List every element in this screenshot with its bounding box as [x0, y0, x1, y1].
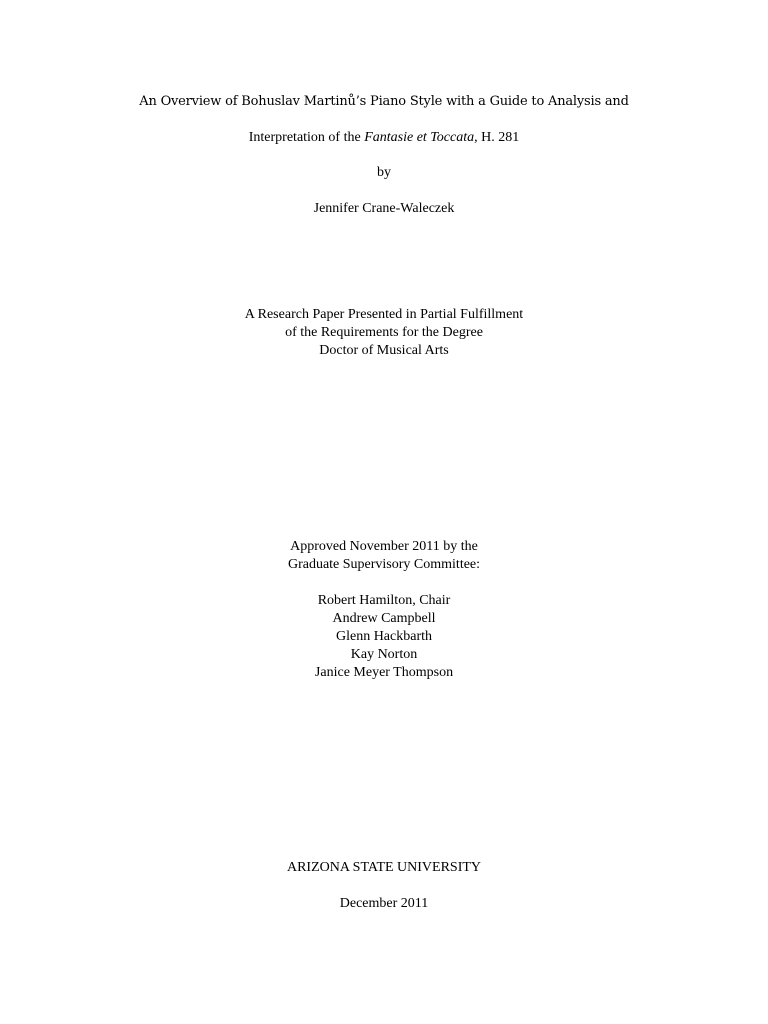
committee-member: Robert Hamilton, Chair	[317, 593, 451, 608]
degree-statement-line: Doctor of Musical Arts	[319, 343, 449, 358]
degree-statement	[0, 306, 768, 360]
committee-member: Kay Norton	[350, 647, 418, 662]
work-title: Fantasie et Toccata	[364, 130, 475, 145]
submission-date: December 2011	[339, 896, 429, 911]
degree-statement-line: of the Requirements for the Degree	[285, 325, 483, 340]
title-line-1: An Overview of Bohuslav Martinů’s Piano Style with a Guide to Analysis and	[139, 94, 629, 109]
title-line-2-prefix: Interpretation of the	[248, 130, 365, 145]
institution-name: ARIZONA STATE UNIVERSITY	[286, 860, 482, 875]
committee-member: Glenn Hackbarth	[335, 629, 433, 644]
committee-member: Janice Meyer Thompson	[314, 665, 454, 680]
committee-member: Andrew Campbell	[332, 611, 436, 626]
committee-list	[0, 592, 768, 682]
by-label: by	[377, 165, 391, 180]
title-line-2-suffix: , H. 281	[474, 130, 520, 145]
author-name: Jennifer Crane-Waleczek	[313, 201, 455, 216]
approval-line: Approved November 2011 by the	[290, 539, 478, 554]
title-line-2	[0, 129, 768, 147]
degree-statement-line: A Research Paper Presented in Partial Fulfillment	[244, 307, 524, 322]
approval-statement	[0, 538, 768, 574]
approval-line: Graduate Supervisory Committee:	[287, 557, 481, 572]
